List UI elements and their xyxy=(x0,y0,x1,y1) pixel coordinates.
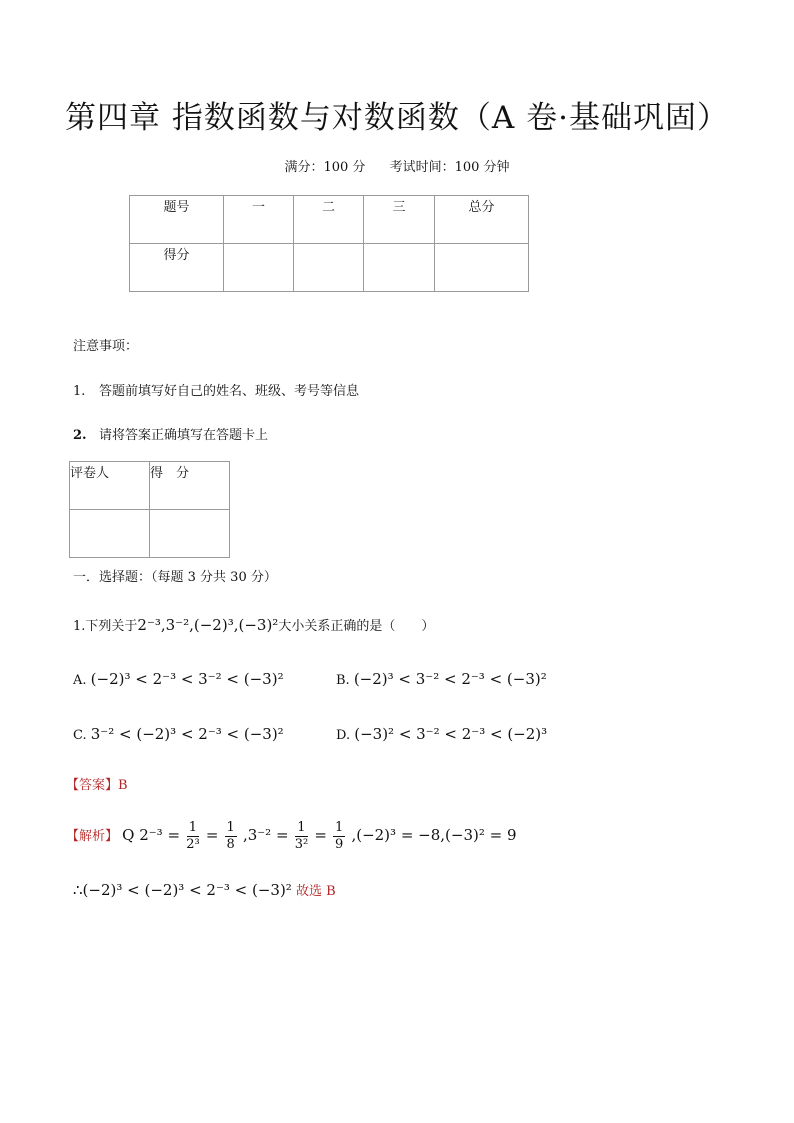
equals-sign: = xyxy=(205,826,219,844)
option-label: A. xyxy=(73,673,87,688)
page-title: 第四章 指数函数与对数函数（A 卷·基础巩固） xyxy=(65,100,729,136)
table-row xyxy=(70,510,230,558)
exam-time: 考试时间：100 分钟 xyxy=(389,160,510,175)
analysis-line xyxy=(66,820,517,853)
notice-number: 1. xyxy=(73,384,86,399)
table-row xyxy=(70,462,230,510)
option-a[interactable] xyxy=(73,670,284,688)
score-row-label: 得分 xyxy=(130,244,224,292)
analysis-lead: Q 2⁻³ = xyxy=(122,826,181,844)
score-header-cell: 三 xyxy=(364,196,435,244)
fraction xyxy=(225,820,237,853)
score-input-cell[interactable] xyxy=(435,244,529,292)
score-table xyxy=(129,195,529,292)
option-label: D. xyxy=(336,728,351,743)
score-input-cell[interactable] xyxy=(224,244,294,292)
notice-number: 2. xyxy=(73,428,87,443)
notice-text: 请将答案正确填写在答题卡上 xyxy=(99,428,269,443)
option-expression: (−2)³ < 3⁻² < 2⁻³ < (−3)² xyxy=(353,670,547,688)
fraction-numerator: 1 xyxy=(297,820,306,835)
exam-info xyxy=(0,156,794,175)
table-row xyxy=(130,196,529,244)
fraction-denominator: 2³ xyxy=(186,837,200,852)
grader-label: 评卷人 xyxy=(70,462,150,510)
score-input-cell[interactable] xyxy=(364,244,435,292)
question-stem xyxy=(73,615,434,634)
question-expression: 2⁻³,3⁻²,(−2)³,(−3)² xyxy=(137,616,279,634)
fraction-numerator: 1 xyxy=(226,820,235,835)
section-title: 一．选择题：（每题 3 分共 30 分） xyxy=(73,570,277,585)
conclusion-expression: ∴(−2)³ < (−2)³ < 2⁻³ < (−3)² xyxy=(73,881,292,899)
notice-item xyxy=(73,380,359,399)
score-input-cell[interactable] xyxy=(150,510,230,558)
option-d[interactable] xyxy=(336,725,547,743)
equals-sign: = xyxy=(314,826,327,844)
option-c[interactable] xyxy=(73,725,284,743)
analysis-tail: ,(−2)³ = −8,(−3)² = 9 xyxy=(351,826,517,844)
answer-label: 【答案】 xyxy=(66,778,119,793)
question-suffix: 大小关系正确的是（ ） xyxy=(278,619,435,634)
question-prefix: 1.下列关于 xyxy=(73,619,138,634)
score-header-cell: 题号 xyxy=(130,196,224,244)
score-input-cell[interactable] xyxy=(294,244,364,292)
fraction xyxy=(295,820,308,853)
fraction xyxy=(333,820,345,853)
option-expression: 3⁻² < (−2)³ < 2⁻³ < (−3)² xyxy=(90,725,284,743)
option-b[interactable] xyxy=(336,670,547,688)
fraction-numerator: 1 xyxy=(335,820,344,835)
grader-input-cell[interactable] xyxy=(70,510,150,558)
answer-value: B xyxy=(118,778,128,793)
full-score: 满分：100 分 xyxy=(284,160,366,175)
option-label: B. xyxy=(336,673,350,688)
notice-title: 注意事项： xyxy=(73,339,139,354)
option-label: C. xyxy=(73,728,87,743)
analysis-label: 【解析】 xyxy=(66,829,119,844)
score-header-cell: 总分 xyxy=(435,196,529,244)
conclusion-line xyxy=(73,880,336,899)
answer-line xyxy=(66,774,128,793)
fraction-denominator: 9 xyxy=(335,837,344,852)
table-row xyxy=(130,244,529,292)
fraction xyxy=(186,820,199,853)
score-header-cell: 二 xyxy=(294,196,364,244)
score-header-cell: 一 xyxy=(224,196,294,244)
fraction-numerator: 1 xyxy=(188,820,198,835)
grader-table xyxy=(69,461,230,558)
option-expression: (−2)³ < 2⁻³ < 3⁻² < (−3)² xyxy=(90,670,284,688)
fraction-denominator: 3² xyxy=(294,837,309,852)
notice-item xyxy=(73,424,268,443)
conclusion-text: 故选 B xyxy=(295,884,336,899)
notice-text: 答题前填写好自己的姓名、班级、考号等信息 xyxy=(99,384,360,399)
score-label: 得 分 xyxy=(150,462,230,510)
analysis-mid: ,3⁻² = xyxy=(242,826,289,844)
fraction-denominator: 8 xyxy=(226,837,235,852)
option-expression: (−3)² < 3⁻² < 2⁻³ < (−2)³ xyxy=(354,725,548,743)
